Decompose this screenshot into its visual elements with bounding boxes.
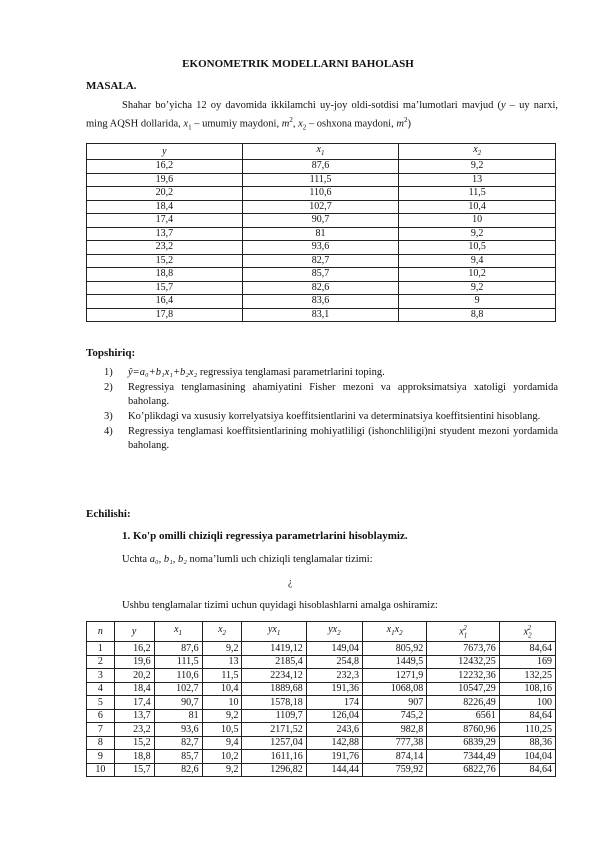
table-cell: 142,88 bbox=[306, 736, 362, 750]
table-cell: 9 bbox=[399, 295, 556, 309]
intro-text-6: ) bbox=[407, 118, 411, 130]
intro-text-3: – umumiy maydoni, bbox=[191, 118, 282, 130]
table-cell: 15,2 bbox=[114, 736, 154, 750]
table-cell: 10,4 bbox=[202, 682, 242, 696]
column-header: $x_1x_2$ bbox=[362, 622, 426, 642]
table-cell: 191,76 bbox=[306, 750, 362, 764]
table-cell: 11,5 bbox=[202, 669, 242, 683]
task-item bbox=[104, 381, 558, 409]
table-cell: 10,2 bbox=[399, 268, 556, 282]
table-row bbox=[87, 750, 556, 764]
data-table bbox=[86, 143, 556, 322]
table-cell: 83,1 bbox=[242, 308, 399, 322]
table-cell: 104,04 bbox=[499, 750, 555, 764]
table-cell: 82,6 bbox=[242, 281, 399, 295]
table-cell: 102,7 bbox=[154, 682, 202, 696]
table-cell: 12232,36 bbox=[427, 669, 499, 683]
masala-label: MASALA. bbox=[86, 80, 137, 92]
column-header: n bbox=[87, 622, 115, 642]
table-cell: 84,64 bbox=[499, 642, 555, 656]
table-cell: 1449,5 bbox=[362, 655, 426, 669]
table-cell: 10 bbox=[87, 763, 115, 777]
task-item bbox=[104, 410, 558, 424]
table-cell: 84,64 bbox=[499, 763, 555, 777]
table-cell: 874,14 bbox=[362, 750, 426, 764]
table-cell: 13 bbox=[202, 655, 242, 669]
table-cell: 111,5 bbox=[154, 655, 202, 669]
table-cell: 7 bbox=[87, 723, 115, 737]
table-row bbox=[87, 709, 556, 723]
table-row bbox=[87, 736, 556, 750]
table-cell: 4 bbox=[87, 682, 115, 696]
table-row bbox=[87, 723, 556, 737]
intro-text-2: – uy narxi, ming AQSH dollarida, bbox=[86, 100, 558, 130]
var-x1-sub: 1 bbox=[188, 123, 192, 132]
table-cell: 16,2 bbox=[114, 642, 154, 656]
task-text: Regressiya tenglamasi koeffitsientlarining mohiyatliligi (ishonchliligi)ni styudent mezoni yordamida baholang. bbox=[128, 426, 558, 451]
unit-m2: m bbox=[396, 118, 404, 130]
table-cell: 13 bbox=[399, 173, 556, 187]
data-table-header-row bbox=[87, 144, 556, 160]
table-cell: 19,6 bbox=[114, 655, 154, 669]
table-cell: 15,7 bbox=[87, 281, 243, 295]
unit-m: m bbox=[281, 118, 290, 130]
equation-system-placeholder: ¿ bbox=[288, 577, 293, 588]
table-cell: 90,7 bbox=[242, 214, 399, 228]
table-cell: 1 bbox=[87, 642, 115, 656]
table-cell: 2234,12 bbox=[242, 669, 306, 683]
table-row bbox=[87, 682, 556, 696]
unit-m-sup: 2 bbox=[289, 116, 293, 124]
table-row bbox=[87, 696, 556, 710]
table-cell: 6839,29 bbox=[427, 736, 499, 750]
task-number: 2) bbox=[104, 382, 113, 393]
table-cell: 982,8 bbox=[362, 723, 426, 737]
intro-text-5: – oshxona maydoni, bbox=[306, 118, 397, 130]
table-cell: 85,7 bbox=[154, 750, 202, 764]
table-cell: 10547,29 bbox=[427, 682, 499, 696]
table-cell: 174 bbox=[306, 696, 362, 710]
table-cell: 10 bbox=[399, 214, 556, 228]
table-cell: 7673,76 bbox=[427, 642, 499, 656]
table-cell: 87,6 bbox=[154, 642, 202, 656]
table-cell: 9,2 bbox=[399, 281, 556, 295]
table-row bbox=[87, 254, 556, 268]
table-cell: 745,2 bbox=[362, 709, 426, 723]
table-cell: 2171,52 bbox=[242, 723, 306, 737]
table-cell: 82,6 bbox=[154, 763, 202, 777]
table-cell: 1271,9 bbox=[362, 669, 426, 683]
column-header: $x_1^2$ bbox=[427, 622, 499, 642]
table-cell: 100 bbox=[499, 696, 555, 710]
task-formula: ŷ=a₀+b₁x₁+b₂x₂ bbox=[128, 367, 198, 378]
table-cell: 10,5 bbox=[399, 241, 556, 255]
table-cell: 191,36 bbox=[306, 682, 362, 696]
table-cell: 1578,18 bbox=[242, 696, 306, 710]
table-cell: 15,7 bbox=[114, 763, 154, 777]
table-cell: 9 bbox=[87, 750, 115, 764]
table-cell: 132,25 bbox=[499, 669, 555, 683]
table-cell: 1889,68 bbox=[242, 682, 306, 696]
table-row bbox=[87, 200, 556, 214]
table-cell: 93,6 bbox=[154, 723, 202, 737]
table-cell: 126,04 bbox=[306, 709, 362, 723]
table-cell: 1068,08 bbox=[362, 682, 426, 696]
calc-table-body bbox=[87, 642, 556, 777]
column-header: $x_2$ bbox=[202, 622, 242, 642]
table-cell: 1257,04 bbox=[242, 736, 306, 750]
system-intro bbox=[122, 552, 562, 567]
table-cell: 10 bbox=[202, 696, 242, 710]
column-header: $yx_2$ bbox=[306, 622, 362, 642]
column-header: $x_2$ bbox=[399, 144, 556, 160]
table-row bbox=[87, 281, 556, 295]
uchta-before: Uchta bbox=[122, 554, 150, 565]
table-row bbox=[87, 642, 556, 656]
table-cell: 6822,76 bbox=[427, 763, 499, 777]
table-cell: 10,5 bbox=[202, 723, 242, 737]
table-cell: 93,6 bbox=[242, 241, 399, 255]
column-header: y bbox=[114, 622, 154, 642]
table-cell: 8226,49 bbox=[427, 696, 499, 710]
table-cell: 85,7 bbox=[242, 268, 399, 282]
table-cell: 90,7 bbox=[154, 696, 202, 710]
table-row bbox=[87, 214, 556, 228]
table-cell: 110,6 bbox=[154, 669, 202, 683]
table-cell: 9,4 bbox=[399, 254, 556, 268]
table-row bbox=[87, 655, 556, 669]
var-x2: x bbox=[298, 118, 303, 130]
table-cell: 232,3 bbox=[306, 669, 362, 683]
table-cell: 87,6 bbox=[242, 160, 399, 174]
table-cell: 9,2 bbox=[202, 763, 242, 777]
table-cell: 88,36 bbox=[499, 736, 555, 750]
table-cell: 17,8 bbox=[87, 308, 243, 322]
column-header: y bbox=[87, 144, 243, 160]
table-cell: 149,04 bbox=[306, 642, 362, 656]
echilishi-label: Echilishi: bbox=[86, 508, 131, 520]
table-cell: 18,8 bbox=[87, 268, 243, 282]
table-cell: 1109,7 bbox=[242, 709, 306, 723]
table-cell: 20,2 bbox=[87, 187, 243, 201]
table-cell: 81 bbox=[242, 227, 399, 241]
table-cell: 18,4 bbox=[87, 200, 243, 214]
table-cell: 169 bbox=[499, 655, 555, 669]
table-row bbox=[87, 295, 556, 309]
table-cell: 9,2 bbox=[399, 227, 556, 241]
table-cell: 5 bbox=[87, 696, 115, 710]
table-cell: 907 bbox=[362, 696, 426, 710]
column-header: $x_2^2$ bbox=[499, 622, 555, 642]
document-title: EKONOMETRIK MODELLARNI BAHOLASH bbox=[182, 58, 414, 70]
table-cell: 2185,4 bbox=[242, 655, 306, 669]
table-cell: 1611,16 bbox=[242, 750, 306, 764]
unit-m2-sup: 2 bbox=[403, 116, 408, 124]
table-cell: 254,8 bbox=[306, 655, 362, 669]
table-row bbox=[87, 763, 556, 777]
table-cell: 13,7 bbox=[114, 709, 154, 723]
table-cell: 84,64 bbox=[499, 709, 555, 723]
table-cell: 777,38 bbox=[362, 736, 426, 750]
table-cell: 19,6 bbox=[87, 173, 243, 187]
column-header: $x_1$ bbox=[154, 622, 202, 642]
calc-intro: Ushbu tenglamalar tizimi uchun quyidagi hisoblashlarni amalga oshiramiz: bbox=[122, 600, 438, 611]
table-cell: 15,2 bbox=[87, 254, 243, 268]
column-header: $x_1$ bbox=[242, 144, 399, 160]
table-row bbox=[87, 227, 556, 241]
var-y: y bbox=[500, 100, 506, 111]
table-cell: 243,6 bbox=[306, 723, 362, 737]
table-cell: 82,7 bbox=[154, 736, 202, 750]
calc-table-header-row bbox=[87, 622, 556, 642]
table-cell: 82,7 bbox=[242, 254, 399, 268]
table-row bbox=[87, 669, 556, 683]
table-cell: 110,25 bbox=[499, 723, 555, 737]
task-text: regressiya tenglamasi parametrlarini toping. bbox=[197, 367, 385, 378]
table-cell: 9,2 bbox=[202, 642, 242, 656]
table-cell: 20,2 bbox=[114, 669, 154, 683]
topshiriq-label: Topshiriq: bbox=[86, 347, 136, 359]
table-cell: 110,6 bbox=[242, 187, 399, 201]
table-cell: 13,7 bbox=[87, 227, 243, 241]
intro-text-1: Shahar bo’yicha 12 oy davomida ikkilamchi uy-joy oldi-sotdisi ma’lumotlari mavjud ( bbox=[122, 100, 501, 111]
var-x1: x bbox=[183, 118, 189, 130]
table-cell: 23,2 bbox=[87, 241, 243, 255]
column-header: $yx_1$ bbox=[242, 622, 306, 642]
table-cell: 10,4 bbox=[399, 200, 556, 214]
table-cell: 17,4 bbox=[114, 696, 154, 710]
task-list bbox=[104, 366, 558, 454]
calc-table bbox=[86, 621, 556, 777]
table-cell: 9,2 bbox=[202, 709, 242, 723]
intro-text-4: , bbox=[292, 118, 299, 130]
uchta-after: noma’lumli uch chiziqli tenglamalar tizimi: bbox=[186, 554, 373, 565]
table-row bbox=[87, 241, 556, 255]
table-cell: 3 bbox=[87, 669, 115, 683]
table-cell: 108,16 bbox=[499, 682, 555, 696]
problem-statement bbox=[86, 98, 558, 136]
table-cell: 2 bbox=[87, 655, 115, 669]
table-cell: 81 bbox=[154, 709, 202, 723]
table-row bbox=[87, 173, 556, 187]
table-cell: 8760,96 bbox=[427, 723, 499, 737]
task-item bbox=[104, 366, 558, 380]
table-row bbox=[87, 308, 556, 322]
table-cell: 111,5 bbox=[242, 173, 399, 187]
table-cell: 12432,25 bbox=[427, 655, 499, 669]
table-cell: 18,4 bbox=[114, 682, 154, 696]
table-cell: 6 bbox=[87, 709, 115, 723]
table-cell: 11,5 bbox=[399, 187, 556, 201]
task-item bbox=[104, 425, 558, 453]
table-cell: 8,8 bbox=[399, 308, 556, 322]
table-cell: 7344,49 bbox=[427, 750, 499, 764]
table-cell: 9,2 bbox=[399, 160, 556, 174]
table-cell: 1296,82 bbox=[242, 763, 306, 777]
task-number: 1) bbox=[104, 367, 113, 378]
task-text: Ko’plikdagi va xususiy korrelyatsiya koeffitsientlarini va determinatsiya koeffitsientini hisoblang. bbox=[128, 411, 541, 422]
section-1-title: 1. Ko'p omilli chiziqli regressiya parametrlarini hisoblaymiz. bbox=[122, 530, 408, 542]
table-cell: 1419,12 bbox=[242, 642, 306, 656]
table-cell: 10,2 bbox=[202, 750, 242, 764]
table-cell: 17,4 bbox=[87, 214, 243, 228]
table-cell: 16,4 bbox=[87, 295, 243, 309]
table-cell: 9,4 bbox=[202, 736, 242, 750]
task-number: 4) bbox=[104, 426, 113, 437]
var-x2-sub: 2 bbox=[302, 123, 307, 132]
task-number: 3) bbox=[104, 411, 113, 422]
table-cell: 83,6 bbox=[242, 295, 399, 309]
table-cell: 805,92 bbox=[362, 642, 426, 656]
task-text: Regressiya tenglamasining ahamiyatini Fisher mezoni va approksimatsiya xatoligi yordamida baholang. bbox=[128, 382, 558, 407]
table-cell: 23,2 bbox=[114, 723, 154, 737]
table-cell: 18,8 bbox=[114, 750, 154, 764]
table-cell: 144,44 bbox=[306, 763, 362, 777]
table-row bbox=[87, 187, 556, 201]
uchta-vars: a₀, b₁, b₂ bbox=[149, 554, 187, 565]
table-row bbox=[87, 160, 556, 174]
table-row bbox=[87, 268, 556, 282]
table-cell: 8 bbox=[87, 736, 115, 750]
data-table-body bbox=[87, 160, 556, 322]
table-cell: 6561 bbox=[427, 709, 499, 723]
table-cell: 759,92 bbox=[362, 763, 426, 777]
table-cell: 16,2 bbox=[87, 160, 243, 174]
table-cell: 102,7 bbox=[242, 200, 399, 214]
